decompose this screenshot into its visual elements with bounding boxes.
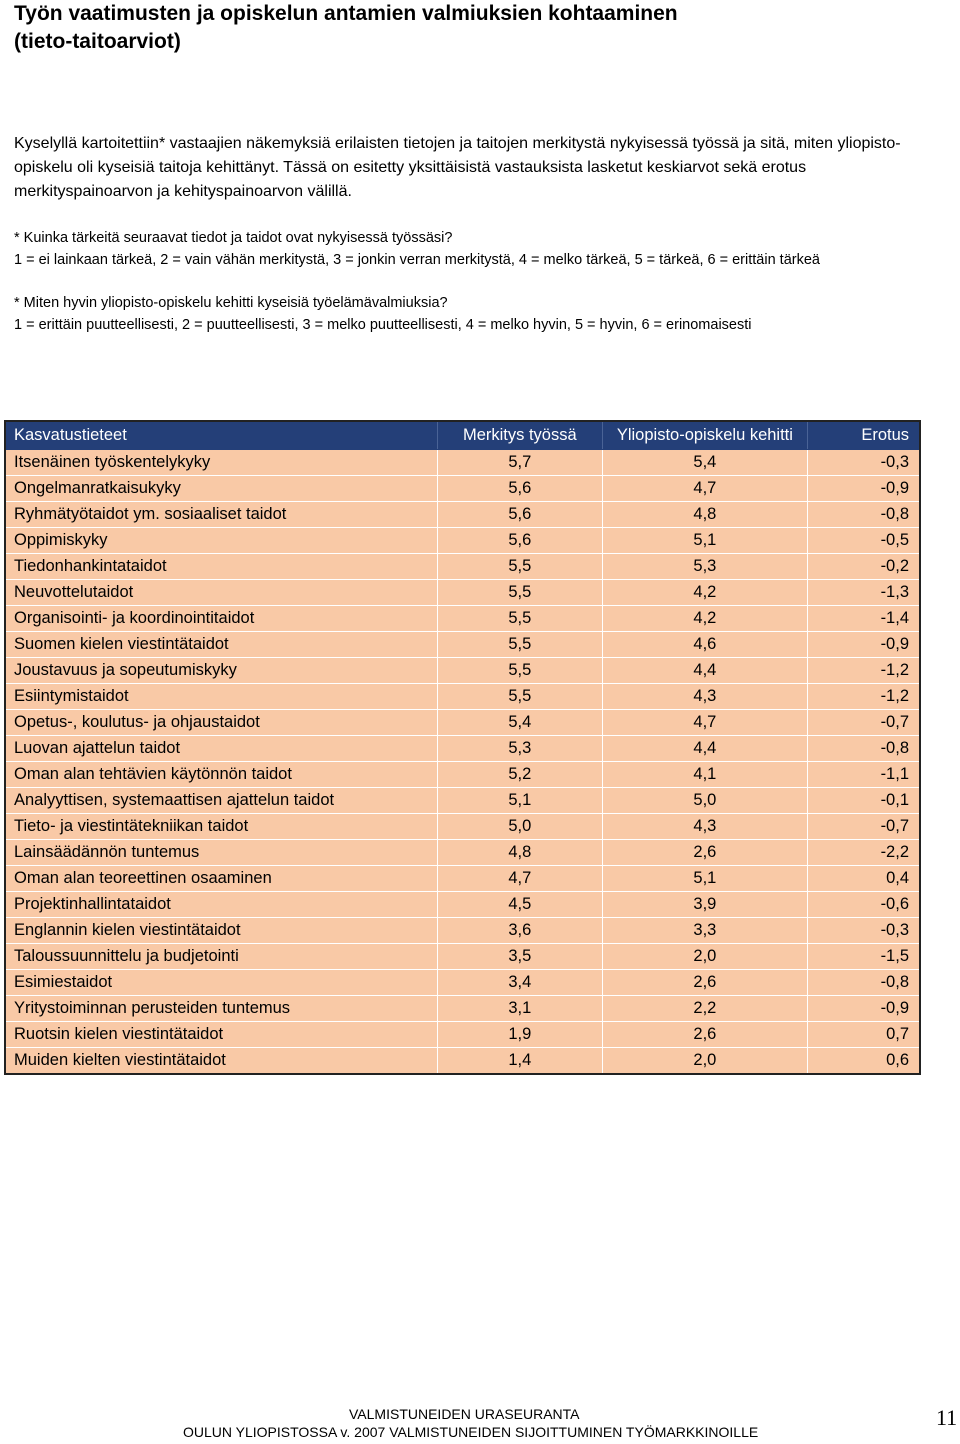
header-importance: Merkitys työssä [437, 421, 603, 450]
cell-skill: Oppimiskyky [5, 528, 437, 554]
cell-skill: Itsenäinen työskentelykyky [5, 450, 437, 476]
cell-difference: -1,2 [807, 684, 920, 710]
cell-importance: 5,0 [437, 814, 603, 840]
header-difference: Erotus [807, 421, 920, 450]
cell-difference: -0,3 [807, 918, 920, 944]
cell-importance: 5,5 [437, 580, 603, 606]
cell-development: 2,0 [603, 944, 808, 970]
table-row [5, 788, 920, 814]
cell-difference: -0,9 [807, 996, 920, 1022]
cell-development: 4,3 [603, 814, 808, 840]
cell-difference: -1,3 [807, 580, 920, 606]
cell-difference: -0,7 [807, 814, 920, 840]
cell-difference: -0,3 [807, 450, 920, 476]
table-row [5, 684, 920, 710]
table-row [5, 944, 920, 970]
cell-importance: 5,5 [437, 606, 603, 632]
cell-importance: 5,3 [437, 736, 603, 762]
question1-block [14, 227, 949, 271]
cell-skill: Lainsäädännön tuntemus [5, 840, 437, 866]
table-row [5, 528, 920, 554]
cell-difference: -1,2 [807, 658, 920, 684]
cell-skill: Tieto- ja viestintätekniikan taidot [5, 814, 437, 840]
table-row [5, 1048, 920, 1075]
table-row [5, 580, 920, 606]
table-row [5, 970, 920, 996]
cell-skill: Projektinhallintataidot [5, 892, 437, 918]
question2-text: * Miten hyvin yliopisto-opiskelu kehitti kyseisiä työelämävalmiuksia? [14, 295, 448, 311]
cell-development: 4,3 [603, 684, 808, 710]
cell-development: 3,9 [603, 892, 808, 918]
page-footer [0, 1404, 960, 1444]
table-row [5, 606, 920, 632]
question1-text: * Kuinka tärkeitä seuraavat tiedot ja taidot ovat nykyisessä työssäsi? [14, 230, 453, 246]
cell-skill: Esiintymistaidot [5, 684, 437, 710]
cell-importance: 5,5 [437, 658, 603, 684]
cell-skill: Englannin kielen viestintätaidot [5, 918, 437, 944]
cell-importance: 5,6 [437, 528, 603, 554]
footer-line2: OULUN YLIOPISTOSSA v. 2007 VALMISTUNEIDEN SIJOITTUMINEN TYÖMARKKINOILLE [183, 1424, 759, 1440]
cell-development: 2,6 [603, 970, 808, 996]
cell-importance: 5,1 [437, 788, 603, 814]
cell-importance: 3,6 [437, 918, 603, 944]
cell-importance: 5,6 [437, 502, 603, 528]
question1-scale: 1 = ei lainkaan tärkeä, 2 = vain vähän merkitystä, 3 = jonkin verran merkitystä, 4 = melko tärkeä, 5 = tärkeä, 6 = erittäin tärkeä [14, 252, 820, 268]
cell-skill: Organisointi- ja koordinointitaidot [5, 606, 437, 632]
table-row [5, 918, 920, 944]
cell-difference: -0,9 [807, 632, 920, 658]
cell-importance: 5,6 [437, 476, 603, 502]
cell-importance: 5,5 [437, 554, 603, 580]
cell-development: 4,7 [603, 710, 808, 736]
cell-development: 4,2 [603, 606, 808, 632]
cell-importance: 4,8 [437, 840, 603, 866]
cell-development: 5,1 [603, 866, 808, 892]
cell-difference: -0,2 [807, 554, 920, 580]
cell-skill: Ongelmanratkaisukyky [5, 476, 437, 502]
cell-development: 4,8 [603, 502, 808, 528]
cell-development: 3,3 [603, 918, 808, 944]
cell-difference: -0,1 [807, 788, 920, 814]
cell-development: 2,6 [603, 1022, 808, 1048]
table-row [5, 814, 920, 840]
table-row [5, 762, 920, 788]
cell-development: 5,1 [603, 528, 808, 554]
cell-difference: -0,8 [807, 502, 920, 528]
cell-importance: 4,7 [437, 866, 603, 892]
header-field: Kasvatustieteet [5, 421, 437, 450]
table-row [5, 554, 920, 580]
cell-difference: -0,5 [807, 528, 920, 554]
cell-skill: Ryhmätyötaidot ym. sosiaaliset taidot [5, 502, 437, 528]
cell-difference: -0,8 [807, 736, 920, 762]
page-title [14, 0, 914, 56]
cell-skill: Ruotsin kielen viestintätaidot [5, 1022, 437, 1048]
table-row [5, 996, 920, 1022]
question2-block [14, 292, 949, 336]
table-row [5, 450, 920, 476]
cell-skill: Oman alan teoreettinen osaaminen [5, 866, 437, 892]
cell-development: 5,0 [603, 788, 808, 814]
cell-skill: Esimiestaidot [5, 970, 437, 996]
cell-importance: 1,9 [437, 1022, 603, 1048]
cell-importance: 3,1 [437, 996, 603, 1022]
table-header-row [5, 421, 920, 450]
cell-importance: 5,4 [437, 710, 603, 736]
page-title-line1: Työn vaatimusten ja opiskelun antamien valmiuksien kohtaaminen [14, 2, 678, 25]
cell-importance: 5,5 [437, 684, 603, 710]
footer-line1: VALMISTUNEIDEN URASEURANTA [349, 1406, 580, 1422]
cell-skill: Luovan ajattelun taidot [5, 736, 437, 762]
page-title-line2: (tieto-taitoarviot) [14, 30, 181, 53]
table-row [5, 840, 920, 866]
intro-paragraph: Kyselyllä kartoitettiin* vastaajien näkemyksiä erilaisten tietojen ja taitojen merkitystä nykyisessä työssä ja sitä, miten yliopisto-opiskelu oli kyseisiä taitoja kehittänyt. Tässä on esitetty yksittäisistä vastauksista lasketut keskiarvot sekä erotus merkityspainoarvon ja kehityspainoarvon välillä. [14, 135, 901, 200]
cell-development: 4,7 [603, 476, 808, 502]
cell-importance: 1,4 [437, 1048, 603, 1075]
cell-development: 5,4 [603, 450, 808, 476]
page-number: 11 [936, 1405, 958, 1430]
cell-development: 2,6 [603, 840, 808, 866]
cell-importance: 3,5 [437, 944, 603, 970]
cell-difference: 0,7 [807, 1022, 920, 1048]
cell-development: 2,0 [603, 1048, 808, 1075]
cell-difference: -0,8 [807, 970, 920, 996]
cell-difference: 0,4 [807, 866, 920, 892]
skills-table [4, 420, 921, 1075]
header-development: Yliopisto-opiskelu kehitti [603, 421, 808, 450]
cell-development: 4,1 [603, 762, 808, 788]
cell-skill: Muiden kielten viestintätaidot [5, 1048, 437, 1075]
cell-difference: -0,9 [807, 476, 920, 502]
table-row [5, 866, 920, 892]
table-row [5, 658, 920, 684]
cell-development: 4,4 [603, 658, 808, 684]
question2-scale: 1 = erittäin puutteellisesti, 2 = puutteellisesti, 3 = melko puutteellisesti, 4 = melko hyvin, 5 = hyvin, 6 = erinomaisesti [14, 317, 752, 333]
cell-difference: -1,1 [807, 762, 920, 788]
cell-skill: Neuvottelutaidot [5, 580, 437, 606]
cell-importance: 5,5 [437, 632, 603, 658]
cell-importance: 4,5 [437, 892, 603, 918]
cell-difference: 0,6 [807, 1048, 920, 1075]
table-row [5, 502, 920, 528]
cell-difference: -1,4 [807, 606, 920, 632]
table-row [5, 736, 920, 762]
cell-skill: Oman alan tehtävien käytönnön taidot [5, 762, 437, 788]
cell-skill: Analyyttisen, systemaattisen ajattelun taidot [5, 788, 437, 814]
cell-skill: Tiedonhankintataidot [5, 554, 437, 580]
cell-importance: 5,2 [437, 762, 603, 788]
table-row [5, 710, 920, 736]
table-row [5, 892, 920, 918]
cell-development: 2,2 [603, 996, 808, 1022]
cell-skill: Taloussuunnittelu ja budjetointi [5, 944, 437, 970]
cell-importance: 5,7 [437, 450, 603, 476]
table-row [5, 476, 920, 502]
table-row [5, 1022, 920, 1048]
cell-difference: -2,2 [807, 840, 920, 866]
cell-skill: Opetus-, koulutus- ja ohjaustaidot [5, 710, 437, 736]
cell-development: 5,3 [603, 554, 808, 580]
cell-importance: 3,4 [437, 970, 603, 996]
cell-difference: -0,6 [807, 892, 920, 918]
cell-skill: Joustavuus ja sopeutumiskyky [5, 658, 437, 684]
cell-difference: -1,5 [807, 944, 920, 970]
cell-skill: Yritystoiminnan perusteiden tuntemus [5, 996, 437, 1022]
table-row [5, 632, 920, 658]
cell-development: 4,2 [603, 580, 808, 606]
cell-development: 4,6 [603, 632, 808, 658]
cell-development: 4,4 [603, 736, 808, 762]
cell-skill: Suomen kielen viestintätaidot [5, 632, 437, 658]
cell-difference: -0,7 [807, 710, 920, 736]
